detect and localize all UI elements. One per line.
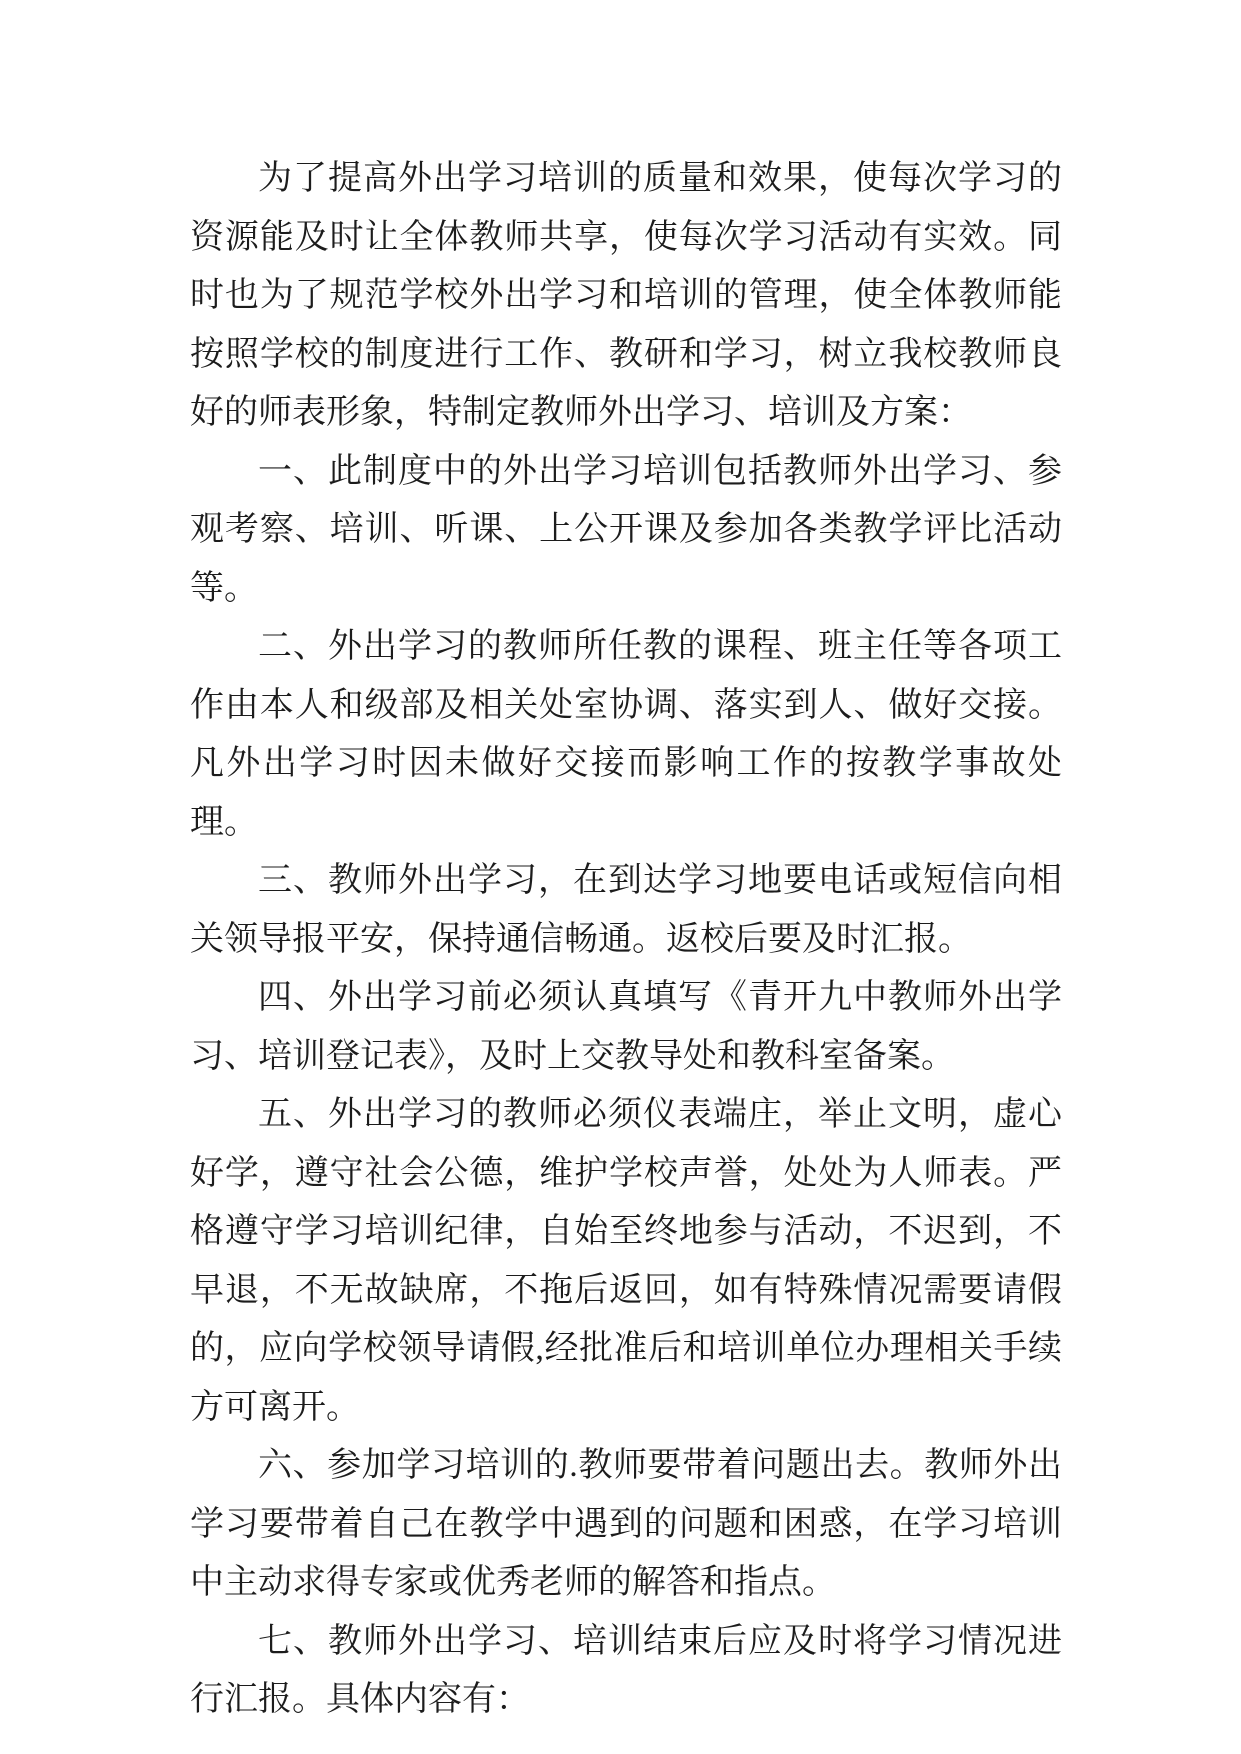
paragraph-intro: 为了提高外出学习培训的质量和效果，使每次学习的资源能及时让全体教师共享，使每次学习活动有实效。同时也为了规范学校外出学习和培训的管理，使全体教师能按照学校的制度进行工作、教研和学习，树立我校教师良好的师表形象，特制定教师外出学习、培训及方案： — [190, 160, 1062, 431]
paragraph-item-4: 四、外出学习前必须认真填写《青开九中教师外出学习、培训登记表》，及时上交教导处和教科室备案。 — [190, 979, 1062, 1075]
document-body — [190, 150, 1062, 1730]
paragraph-item-2: 二、外出学习的教师所任教的课程、班主任等各项工作由本人和级部及相关处室协调、落实到人、做好交接。凡外出学习时因未做好交接而影响工作的按教学事故处理。 — [190, 628, 1062, 841]
paragraph-item-3: 三、教师外出学习，在到达学习地要电话或短信向相关领导报平安，保持通信畅通。返校后要及时汇报。 — [190, 862, 1062, 958]
paragraph-item-5: 五、外出学习的教师必须仪表端庄，举止文明，虚心好学，遵守社会公德，维护学校声誉，处处为人师表。严格遵守学习培训纪律，自始至终地参与活动，不迟到，不早退，不无故缺席，不拖后返回，如有特殊情况需要请假的，应向学校领导请假,经批准后和培训单位办理相关手续方可离开。 — [190, 1096, 1062, 1426]
paragraph-item-6: 六、参加学习培训的.教师要带着问题出去。教师外出学习要带着自己在教学中遇到的问题和困惑，在学习培训中主动求得专家或优秀老师的解答和指点。 — [190, 1447, 1062, 1601]
paragraph-item-1: 一、此制度中的外出学习培训包括教师外出学习、参观考察、培训、听课、上公开课及参加各类教学评比活动等。 — [190, 452, 1062, 607]
paragraph-item-7: 七、教师外出学习、培训结束后应及时将学习情况进行汇报。具体内容有： — [190, 1622, 1062, 1718]
